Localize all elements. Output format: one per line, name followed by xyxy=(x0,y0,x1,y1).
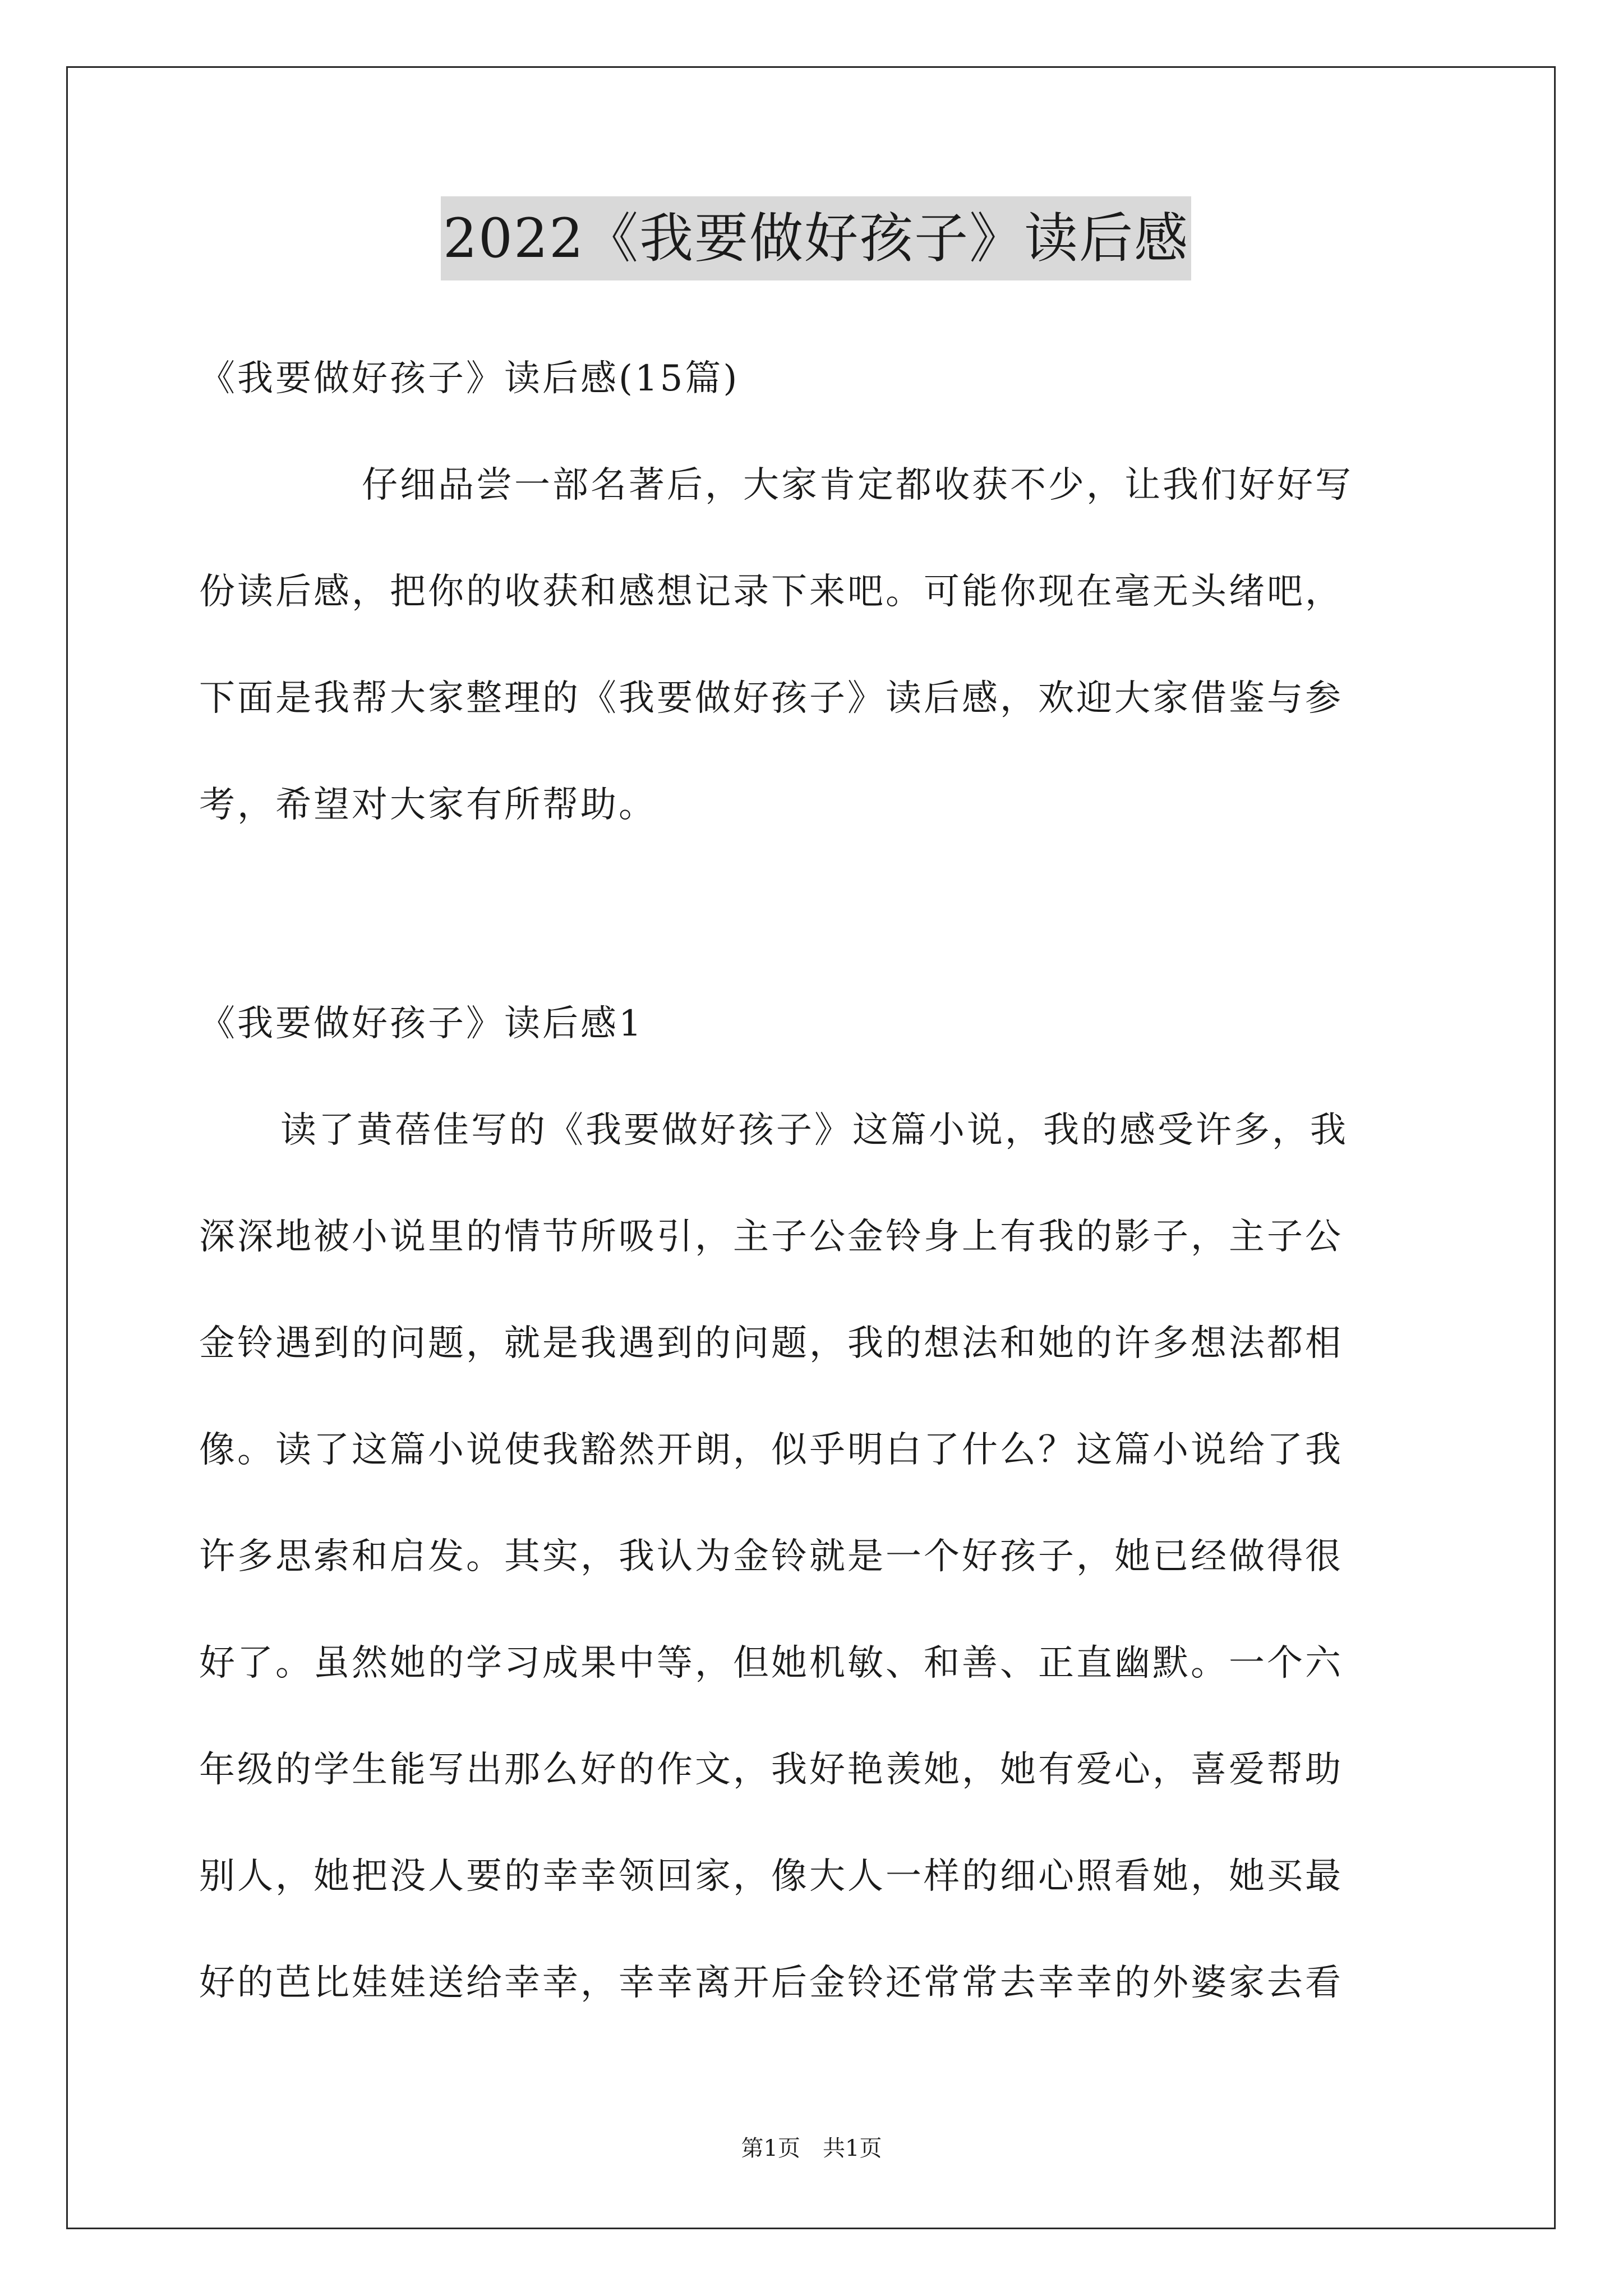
body-line-5: 许多思索和启发。其实，我认为金铃就是一个好孩子，她已经做得很 xyxy=(199,1536,1343,1577)
page-footer: 第1页 共1页 xyxy=(741,2136,882,2161)
intro-line-3: 下面是我帮大家整理的《我要做好孩子》读后感，欢迎大家借鉴与参 xyxy=(199,678,1343,719)
section-heading: 《我要做好孩子》读后感1 xyxy=(199,1003,644,1045)
body-line-6: 好了。虽然她的学习成果中等，但她机敏、和善、正直幽默。一个六 xyxy=(199,1642,1343,1684)
title-container xyxy=(199,196,1433,280)
body-line-9: 好的芭比娃娃送给幸幸，幸幸离开后金铃还常常去幸幸的外婆家去看 xyxy=(199,1962,1343,2004)
body-line-4: 像。读了这篇小说使我豁然开朗，似乎明白了什么？这篇小说给了我 xyxy=(199,1429,1343,1471)
body-line-2: 深深地被小说里的情节所吸引，主子公金铃身上有我的影子，主子公 xyxy=(199,1216,1343,1258)
intro-line-1: 仔细品尝一部名著后，大家肯定都收获不少，让我们好好写 xyxy=(362,464,1353,506)
body-line-8: 别人，她把没人要的幸幸领回家，像大人一样的细心照看她，她买最 xyxy=(199,1856,1343,1897)
body-line-1: 读了黄蓓佳写的《我要做好孩子》这篇小说，我的感受许多，我 xyxy=(280,1110,1348,1151)
body-line-7: 年级的学生能写出那么好的作文，我好艳羡她，她有爱心，喜爱帮助 xyxy=(199,1749,1343,1791)
document-title: 2022《我要做好孩子》读后感 xyxy=(441,196,1191,280)
body-line-3: 金铃遇到的问题，就是我遇到的问题，我的想法和她的许多想法都相 xyxy=(199,1323,1343,1364)
document-subtitle: 《我要做好孩子》读后感(15篇) xyxy=(199,358,740,399)
intro-line-2: 份读后感，把你的收获和感想记录下来吧。可能你现在毫无头绪吧， xyxy=(199,571,1343,613)
intro-line-4: 考，希望对大家有所帮助。 xyxy=(199,784,657,826)
